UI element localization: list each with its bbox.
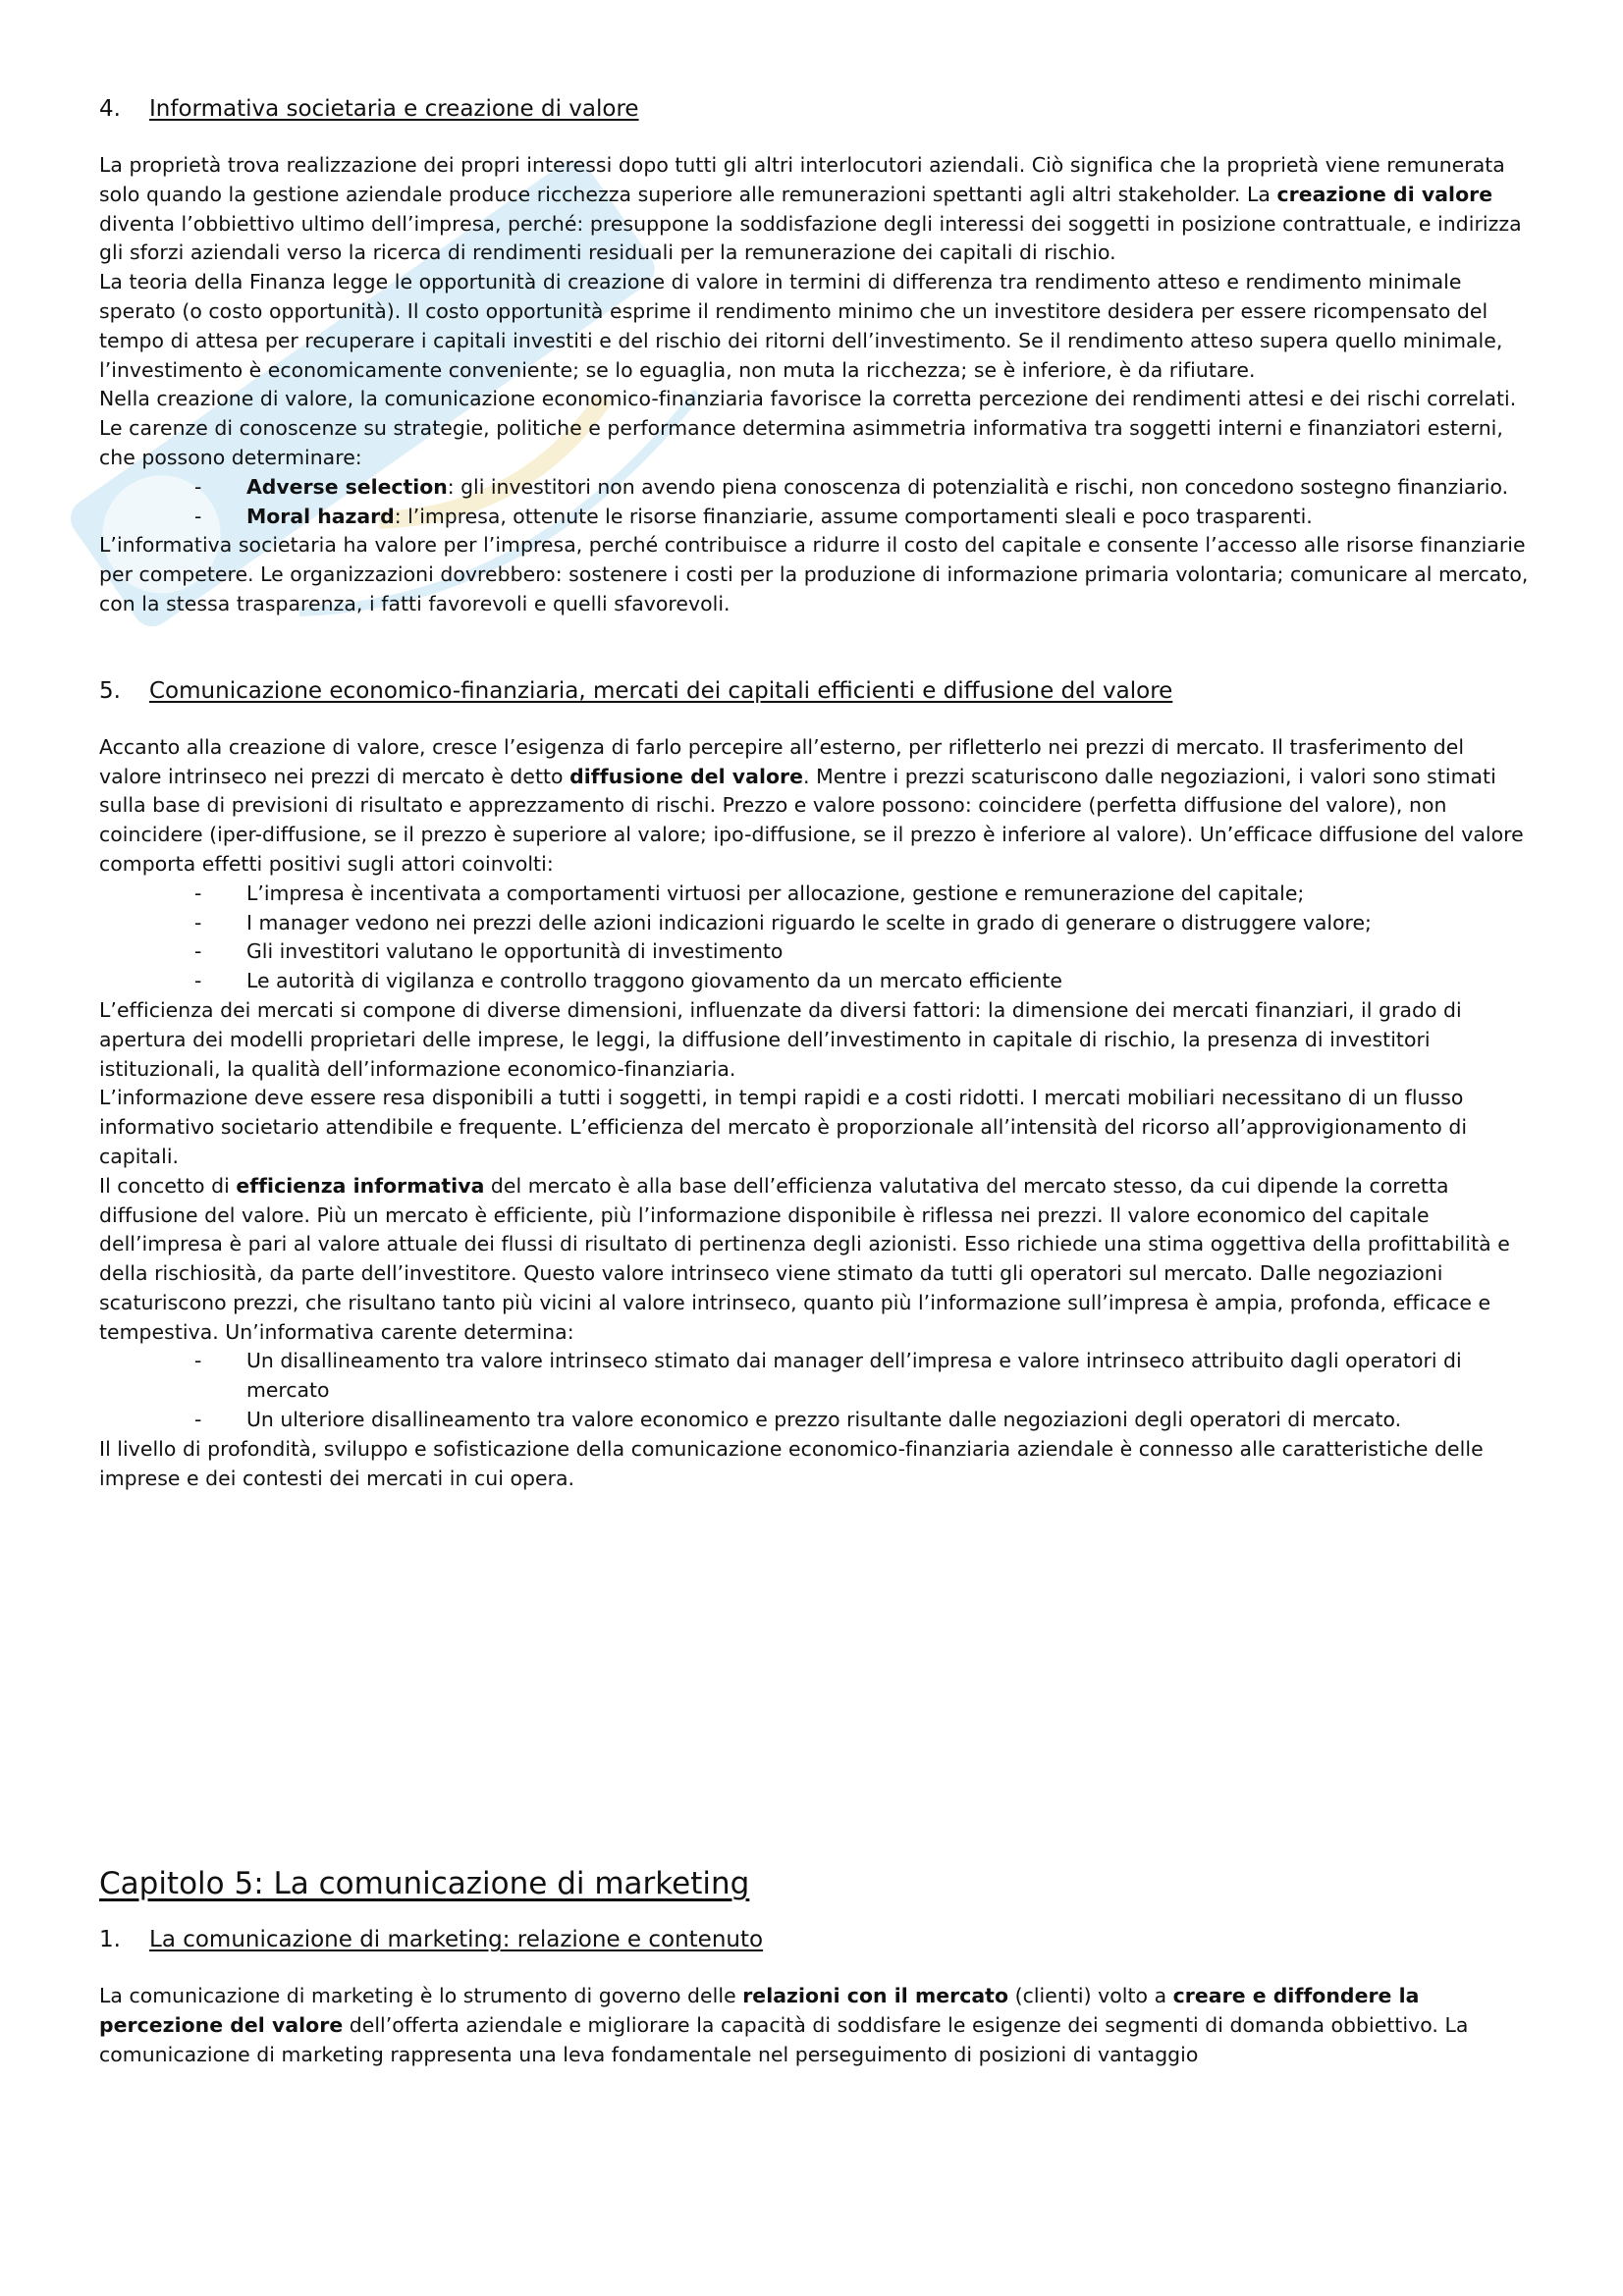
paragraph: L’informazione deve essere resa disponibili a tutti i soggetti, in tempi rapidi e a costi ridotti. I mercati mobiliari necessitano di un flusso informativo societario attendibile e frequente. L’efficienza del mercato è proporzionale all’intensità del ricorso all’approvigionamento di capitali. xyxy=(99,1086,1468,1168)
section-title: Comunicazione economico-finanziaria, mercati dei capitali efficienti e diffusione del valore xyxy=(149,677,1173,704)
paragraph: La proprietà trova realizzazione dei propri interessi dopo tutti gli altri interlocutori aziendali. Ciò significa che la proprietà viene remunerata solo quando la gestione aziendale produce ricchezza superiore alle remunerazioni spettanti agli altri stakeholder. La creazione di valore diventa l’obbiettivo ultimo dell’impresa, perché: presuppone la soddisfazione degli interessi dei soggetti in posizione contrattuale, e indirizza gli sforzi aziendali verso la ricerca di rendimenti residuali per la remunerazione dei capitali di rischio. xyxy=(99,153,1522,265)
section-number: 1. xyxy=(99,1927,121,1953)
paragraph: L’informativa societaria ha valore per l’impresa, perché contribuisce a ridurre il costo del capitale e consente l’accesso alle risorse finanziarie per competere. Le organizzazioni dovrebbero: sostenere i costi per la produzione di informazione primaria volontaria; comunicare al mercato, con la stessa trasparenza, i fatti favorevoli e quelli sfavorevoli. xyxy=(99,533,1529,615)
chapter-5-section-1-heading xyxy=(99,1925,1533,1954)
list-item: - Le autorità di vigilanza e controllo traggono giovamento da un mercato efficiente xyxy=(99,967,1533,996)
bullet-list xyxy=(99,473,1533,532)
paragraph: Il livello di profondità, sviluppo e sofisticazione della comunicazione economico-finanziaria aziendale è connesso alle caratteristiche delle imprese e dei contesti dei mercati in cui opera. xyxy=(99,1436,1484,1490)
section-number: 5. xyxy=(99,677,121,704)
list-item: - L’impresa è incentivata a comportamenti virtuosi per allocazione, gestione e remunerazione del capitale; xyxy=(99,880,1533,909)
paragraph: L’efficienza dei mercati si compone di diverse dimensioni, influenzate da diversi fattori: la dimensione dei mercati finanziari, il grado di apertura dei modelli proprietari delle imprese, le leggi, la diffusione dell’investimento in capitale di rischio, la presenza di investitori istituzionali, la qualità dell’informazione economico-finanziaria. xyxy=(99,997,1462,1081)
chapter-title: Capitolo 5: La comunicazione di marketing xyxy=(99,1866,750,1902)
section-4-heading xyxy=(99,94,1533,124)
paragraph: Nella creazione di valore, la comunicazione economico-finanziaria favorisce la corretta percezione dei rendimenti attesi e dei rischi correlati. Le carenze di conoscenze su strategie, politiche e performance determina asimmetria informativa tra soggetti interni e finanziatori esterni, che possono determinare: xyxy=(99,387,1517,469)
bold-term: creare e diffondere la percezione del valore xyxy=(99,1984,1420,2038)
section-5-heading xyxy=(99,676,1533,706)
section-title: Informativa societaria e creazione di valore xyxy=(149,96,639,122)
list-item: - Gli investitori valutano le opportunità di investimento xyxy=(99,937,1533,967)
bullet-list xyxy=(99,1347,1533,1434)
list-item: - Adverse selection: gli investitori non avendo piena conoscenza di potenzialità e rischi, non concedono sostegno finanziario. xyxy=(99,473,1533,503)
paragraph: Accanto alla creazione di valore, cresce l’esigenza di farlo percepire all’esterno, per rifletterlo nei prezzi di mercato. Il trasferimento del valore intrinseco nei prezzi di mercato è detto diffusione del valore. Mentre i prezzi scaturiscono dalle negoziazioni, i valori sono stimati sulla base di previsioni di risultato e apprezzamento di rischi. Prezzo e valore possono: coincidere (perfetta diffusione del valore), non coincidere (iper-diffusione, se il prezzo è superiore al valore; ipo-diffusione, se il prezzo è inferiore al valore). Un’efficace diffusione del valore comporta effetti positivi sugli attori coinvolti: xyxy=(99,734,1524,876)
paragraph: La teoria della Finanza legge le opportunità di creazione di valore in termini di differenza tra rendimento atteso e rendimento minimale sperato (o costo opportunità). Il costo opportunità esprime il rendimento minimo che un investitore desidera per essere ricompensato del tempo di attesa per recuperare i capitali investiti e del rischio dei ritorni dell’investimento. Se il rendimento atteso supera quello minimale, l’investimento è economicamente conveniente; se lo eguaglia, non muta la ricchezza; se è inferiore, è da rifiutare. xyxy=(99,270,1503,382)
document-page xyxy=(99,94,1533,2070)
list-item: - Un ulteriore disallineamento tra valore economico e prezzo risultante dalle negoziazioni degli operatori di mercato. xyxy=(99,1406,1533,1435)
list-item: - I manager vedono nei prezzi delle azioni indicazioni riguardo le scelte in grado di generare o distruggere valore; xyxy=(99,909,1533,938)
bold-term: efficienza informativa xyxy=(236,1173,485,1198)
bold-term: relazioni con il mercato xyxy=(742,1984,1009,2008)
bold-term: creazione di valore xyxy=(1276,182,1493,206)
section-number: 4. xyxy=(99,96,121,122)
section-title: La comunicazione di marketing: relazione e contenuto xyxy=(149,1927,764,1953)
paragraph: La comunicazione di marketing è lo strumento di governo delle relazioni con il mercato (clienti) volto a creare e diffondere la percezione del valore dell’offerta aziendale e migliorare la capacità di soddisfare le esigenze dei segmenti di domanda obbiettivo. La comunicazione di marketing rappresenta una leva fondamentale nel perseguimento di posizioni di vantaggio xyxy=(99,1984,1469,2067)
bold-term: diffusione del valore xyxy=(569,764,804,788)
list-item: - Moral hazard: l’impresa, ottenute le risorse finanziarie, assume comportamenti sleali e poco trasparenti. xyxy=(99,503,1533,532)
list-item: - Un disallineamento tra valore intrinseco stimato dai manager dell’impresa e valore intrinseco attribuito dagli operatori di mercato xyxy=(99,1347,1533,1406)
paragraph: Il concetto di efficienza informativa del mercato è alla base dell’efficienza valutativa del mercato stesso, da cui dipende la corretta diffusione del valore. Più un mercato è efficiente, più l’informazione disponibile è riflessa nei prezzi. Il valore economico del capitale dell’impresa è pari al valore attuale dei flussi di risultato di pertinenza degli azionisti. Esso richiede una stima oggettiva della profittabilità e della rischiosità, da parte dell’investitore. Questo valore intrinseco viene stimato da tutti gli operatori sul mercato. Dalle negoziazioni scaturiscono prezzi, che risultano tanto più vicini al valore intrinseco, quanto più l’informazione sull’impresa è ampia, profonda, efficace e tempestiva. Un’informativa carente determina: xyxy=(99,1173,1510,1344)
bullet-list xyxy=(99,880,1533,996)
